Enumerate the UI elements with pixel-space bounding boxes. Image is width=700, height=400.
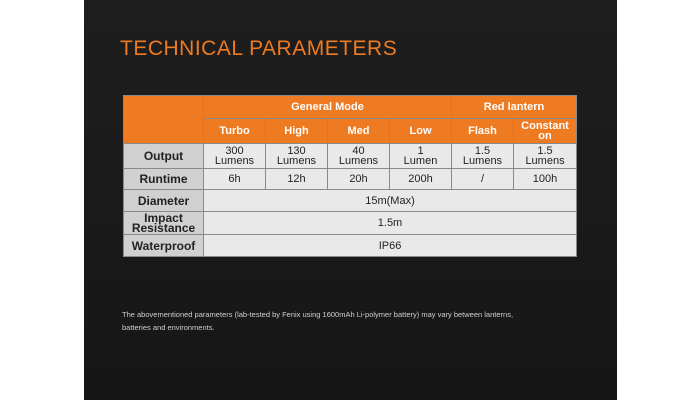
- runtime-med: 20h: [328, 169, 390, 190]
- output-med-unit: Lumens: [338, 155, 379, 167]
- diameter-value: 15m(Max): [204, 190, 577, 212]
- output-constant-value: 1.5: [537, 145, 553, 157]
- note-line1: The abovementioned parameters (lab-tested by Fenix using 1600mAh Li-polymer battery) may vary between lanterns,: [122, 310, 514, 319]
- row-output: [124, 144, 577, 169]
- row-diameter: [124, 190, 577, 212]
- waterproof-value: IP66: [204, 235, 577, 257]
- mode-constant-on: [514, 119, 577, 144]
- mode-turbo: Turbo: [204, 119, 266, 144]
- output-turbo: [204, 144, 266, 169]
- parameters-table: [123, 95, 577, 257]
- page-title: TECHNICAL PARAMETERS: [120, 37, 398, 60]
- parameters-panel: [84, 0, 617, 400]
- row-waterproof: [124, 235, 577, 257]
- output-constant: [514, 144, 577, 169]
- runtime-high: 12h: [266, 169, 328, 190]
- output-low-unit: Lumen: [403, 155, 438, 167]
- output-med-value: 40: [352, 145, 365, 157]
- mode-constant-line1: Constant: [521, 120, 569, 132]
- output-med: [328, 144, 390, 169]
- runtime-flash: /: [452, 169, 514, 190]
- header-corner: [124, 96, 204, 144]
- group-general-mode: General Mode: [204, 96, 452, 119]
- note-line2: batteries and environments.: [122, 323, 215, 332]
- output-low-value: 1: [417, 145, 424, 157]
- output-low: [390, 144, 452, 169]
- row-label-runtime: Runtime: [124, 169, 204, 190]
- mode-constant-line2: on: [538, 130, 552, 142]
- mode-high: High: [266, 119, 328, 144]
- row-label-output: Output: [124, 144, 204, 169]
- row-runtime: [124, 169, 577, 190]
- impact-value: 1.5m: [204, 212, 577, 235]
- output-turbo-value: 300: [225, 145, 244, 157]
- runtime-turbo: 6h: [204, 169, 266, 190]
- row-label-waterproof: Waterproof: [124, 235, 204, 257]
- mode-flash: Flash: [452, 119, 514, 144]
- runtime-constant: 100h: [514, 169, 577, 190]
- output-high-value: 130: [287, 145, 306, 157]
- output-constant-unit: Lumens: [525, 155, 565, 167]
- mode-med: Med: [328, 119, 390, 144]
- disclaimer-note: [122, 308, 542, 334]
- mode-low: Low: [390, 119, 452, 144]
- row-label-diameter: Diameter: [124, 190, 204, 212]
- group-red-lantern: Red lantern: [452, 96, 577, 119]
- output-high-unit: Lumens: [276, 155, 317, 167]
- runtime-low: 200h: [390, 169, 452, 190]
- output-flash: [452, 144, 514, 169]
- impact-label-line2: Resistance: [131, 221, 196, 235]
- row-label-impact: [124, 212, 204, 235]
- row-impact-resistance: [124, 212, 577, 235]
- output-turbo-unit: Lumens: [214, 155, 255, 167]
- output-high: [266, 144, 328, 169]
- group-header-row: [124, 96, 577, 119]
- output-flash-value: 1.5: [474, 145, 491, 157]
- impact-label-line1: Impact: [144, 211, 183, 225]
- output-flash-unit: Lumens: [462, 155, 503, 167]
